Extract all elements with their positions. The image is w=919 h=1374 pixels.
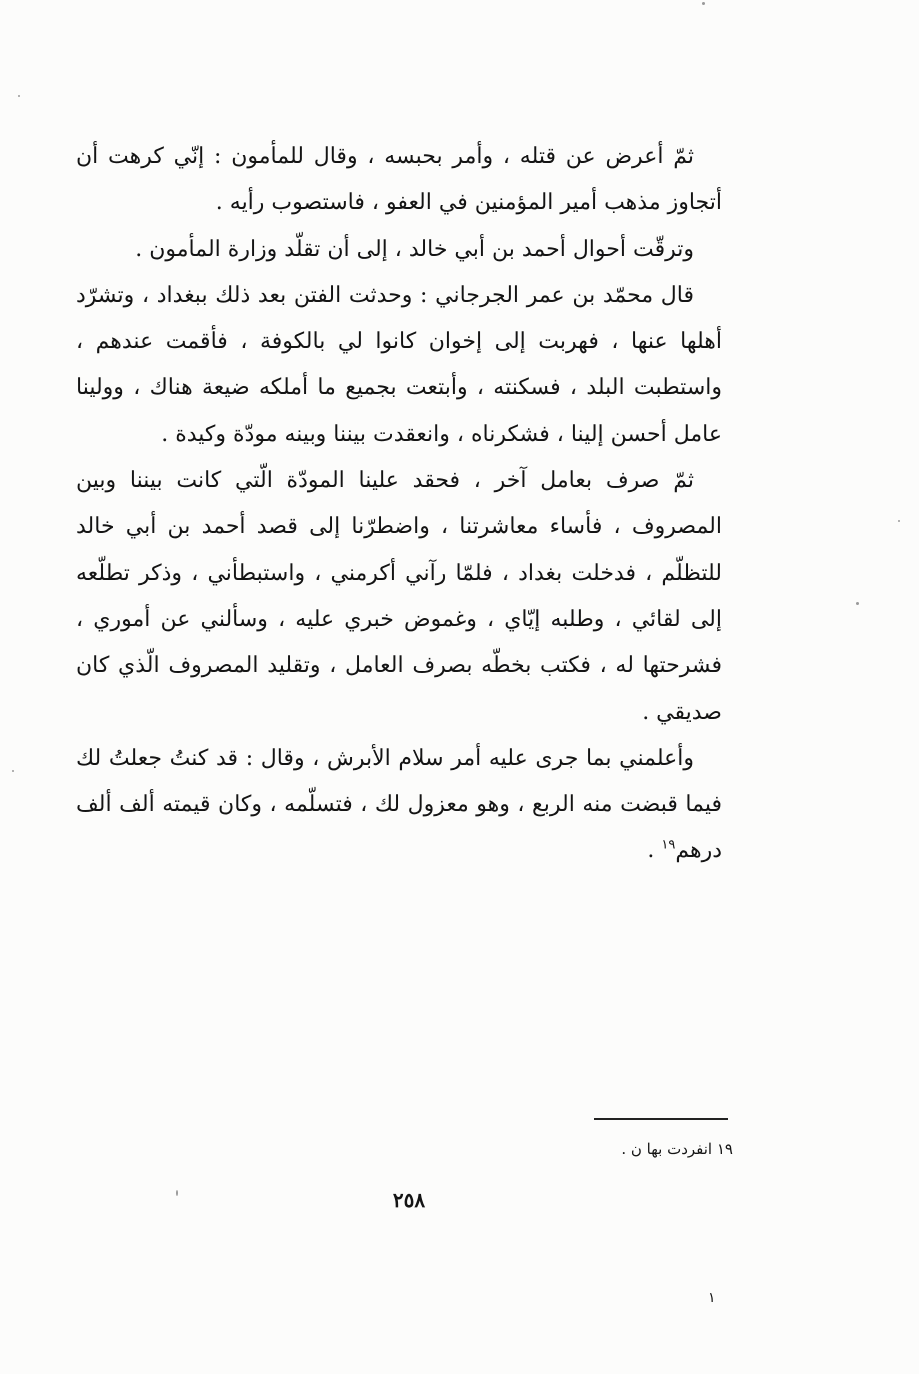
footnote — [621, 1138, 733, 1160]
scan-speck — [898, 520, 900, 522]
main-text — [76, 134, 722, 875]
footnote-reference[interactable]: ١٩ — [661, 838, 676, 854]
scan-speck — [176, 1190, 178, 1196]
paragraph-3 — [76, 273, 722, 458]
paragraph-text: قال محمّد بن عمر الجرجاني : وحدثت الفتن بعد ذلك ببغداد ، وتشرّد أهلها عنها ، فهربت إلى إخوان كانوا لي بالكوفة ، فأقمت عندهم ، واستطبت البلد ، فسكنته ، وأبتعت بجميع ما أملكه ضيعة هناك ، وولينا عامل أحسن إلينا ، فشكرناه ، وانعقدت بيننا وبينه مودّة وكيدة . — [76, 282, 722, 447]
paragraph-4 — [76, 458, 722, 736]
scan-speck — [702, 2, 705, 5]
paragraph-text: وترقّت أحوال أحمد بن أبي خالد ، إلى أن تقلّد وزارة المأمون . — [135, 236, 694, 262]
footnote-text: انفردت بها ن . — [621, 1140, 713, 1158]
footnote-number: ١٩ — [716, 1140, 733, 1158]
paragraph-1 — [76, 134, 722, 227]
corner-mark: ١ — [708, 1290, 716, 1306]
paragraph-text: ثمّ أعرض عن قتله ، وأمر بحبسه ، وقال للمأمون : إنّي كرهت أن أتجاوز مذهب أمير المؤمنين في العفو ، فاستصوب رأيه . — [76, 144, 722, 216]
page-number: ٢٥٨ — [392, 1188, 426, 1212]
paragraph-2 — [76, 227, 722, 273]
paragraph-text: ثمّ صرف بعامل آخر ، فحقد علينا المودّة الّتي كانت بيننا وبين المصروف ، فأساء معاشرتنا ، واضطرّنا إلى قصد أحمد بن أبي خالد للتظلّم ، فدخلت بغداد ، فلمّا رآني أكرمني ، واستبطأني ، وذكر تطلّعه إلى لقائي ، وطلبه إيّاي ، وغموض خبري عليه ، وسألني عن أموري ، فشرحتها له ، فكتب بخطّه بصرف العامل ، وتقليد المصروف الّذي كان صديقي . — [76, 468, 723, 725]
paragraph-5 — [76, 736, 722, 875]
paragraph-text: وأعلمني بما جرى عليه أمر سلام الأبرش ، وقال : قد كنتُ جعلتُ لك فيما قبضت منه الربع ، وهو معزول لك ، فتسلّمه ، وكان قيمته ألف ألف درهم — [76, 745, 722, 864]
scan-speck — [12, 770, 14, 772]
paragraph-text-end: . — [647, 838, 662, 864]
scan-speck — [18, 95, 20, 97]
scan-speck — [856, 602, 859, 605]
footnote-separator — [594, 1118, 728, 1120]
